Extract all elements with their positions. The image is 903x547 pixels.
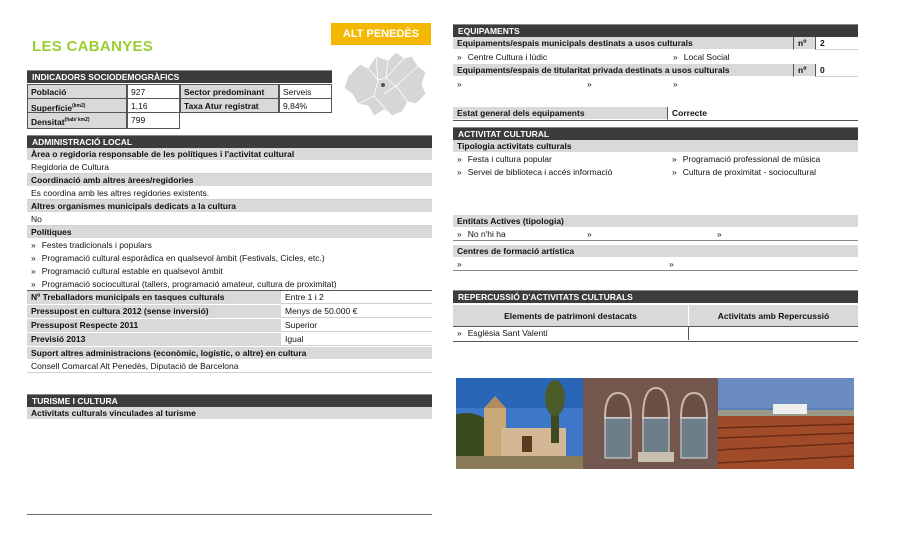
- list-item: » Centre Cultura i lúdic » Local Social: [457, 52, 730, 62]
- area-value: Regidoria de Cultura: [27, 161, 432, 174]
- treballadors-value: Entre 1 i 2: [281, 291, 432, 304]
- altres-label: Altres organismes municipals dedicats a la cultura: [27, 200, 432, 213]
- page-title: LES CABANYES: [32, 38, 154, 55]
- coord-label: Coordinació amb altres àrees/regidories: [27, 174, 432, 187]
- col-patrimoni-header: Elements de patrimoni destacats: [453, 305, 689, 326]
- sector-value: Serveis: [279, 85, 332, 99]
- privats-label: Equipaments/espais de titularitat privada destinats a usos culturals: [453, 64, 794, 77]
- table-row: » Església Sant Valentí: [453, 327, 689, 340]
- list-item: » Festes tradicionals i populars: [31, 240, 152, 250]
- church-photo: [456, 378, 583, 469]
- previsio-label: Previsió 2013: [27, 333, 281, 346]
- indicadors-header: INDICADORS SOCIODEMOGRÀFICS: [27, 70, 332, 83]
- respecte-label: Pressupost Respecte 2011: [27, 319, 281, 332]
- municipals-label: Equipaments/espais municipals destinats a usos culturals: [453, 37, 794, 50]
- repercussio-header: REPERCUSSIÓ D'ACTIVITATS CULTURALS: [453, 290, 858, 303]
- window-photo: [583, 378, 718, 469]
- entitats-label: Entitats Actives (tipologia): [453, 215, 858, 228]
- atur-label: Taxa Atur registrat: [180, 99, 279, 113]
- list-item: » Programació cultural esporàdica en qualsevol àmbit (Festivals, Cicles, etc.): [31, 253, 325, 263]
- tipologia-label: Tipologia activitats culturals: [453, 140, 858, 153]
- poblacio-value: 927: [127, 85, 180, 99]
- respecte-value: Superior: [281, 319, 432, 332]
- poblacio-label: Població: [27, 85, 127, 99]
- previsio-value: Igual: [281, 333, 432, 346]
- equipaments-header: EQUIPAMENTS: [453, 24, 858, 37]
- list-item: » No n'hi ha » »: [453, 228, 858, 241]
- list-item: » » »: [457, 79, 678, 89]
- list-item: » Festa i cultura popular » Programació professional de música: [457, 154, 821, 164]
- superficie-value: 1,16: [127, 99, 180, 113]
- turisme-label: Activitats culturals vinculades al turisme: [27, 407, 432, 420]
- politiques-label: Polítiques: [27, 226, 432, 239]
- list-item: » »: [453, 258, 858, 271]
- turisme-header: TURISME I CULTURA: [27, 394, 432, 407]
- list-item: » Servei de biblioteca i accés informació » Cultura de proximitat - sociocultural: [457, 167, 816, 177]
- vineyard-photo: [718, 378, 854, 469]
- coord-value: Es coordina amb les altres regidories existents.: [27, 187, 432, 200]
- num-label: nº: [794, 64, 816, 77]
- centres-label: Centres de formació artística: [453, 245, 858, 258]
- municipals-num: 2: [816, 37, 858, 50]
- atur-value: 9,84%: [279, 99, 332, 113]
- sector-label: Sector predominant: [180, 85, 279, 99]
- densitat-label: Densitat$^{(hab/ km2)}$: [27, 113, 127, 129]
- region-badge: ALT PENEDÈS: [331, 23, 431, 45]
- footer-divider: [27, 514, 432, 515]
- pressupost-label: Pressupost en cultura 2012 (sense inversió): [27, 305, 281, 318]
- pressupost-value: Menys de 50.000 €: [281, 305, 432, 318]
- densitat-value: 799: [127, 113, 180, 129]
- suport-value: Consell Comarcal Alt Penedès, Diputació de Barcelona: [27, 360, 432, 373]
- activitat-header: ACTIVITAT CULTURAL: [453, 127, 858, 140]
- num-label: nº: [794, 37, 816, 50]
- list-item: » Programació cultural estable en qualsevol àmbit: [31, 266, 223, 276]
- privats-num: 0: [816, 64, 858, 77]
- treballadors-label: Nº Treballadors municipals en tasques culturals: [27, 291, 281, 304]
- superficie-label: Superfície$^{(km2)}$: [27, 99, 127, 113]
- col-activitats-header: Activitats amb Repercussió: [717, 311, 830, 321]
- estat-label: Estat general dels equipaments: [453, 107, 668, 120]
- estat-value: Correcte: [668, 107, 858, 120]
- region-map-icon: [338, 46, 430, 124]
- altres-value: No: [27, 213, 432, 226]
- admin-header: ADMINISTRACIÓ LOCAL: [27, 135, 432, 148]
- list-item: » Programació sociocultural (tallers, programació amateur, cultura de proximitat): [27, 278, 432, 291]
- area-label: Àrea o regidoria responsable de les polítiques i l'activitat cultural: [27, 148, 432, 161]
- suport-label: Suport altres administracions (econòmic, logístic, o altre) en cultura: [27, 347, 432, 360]
